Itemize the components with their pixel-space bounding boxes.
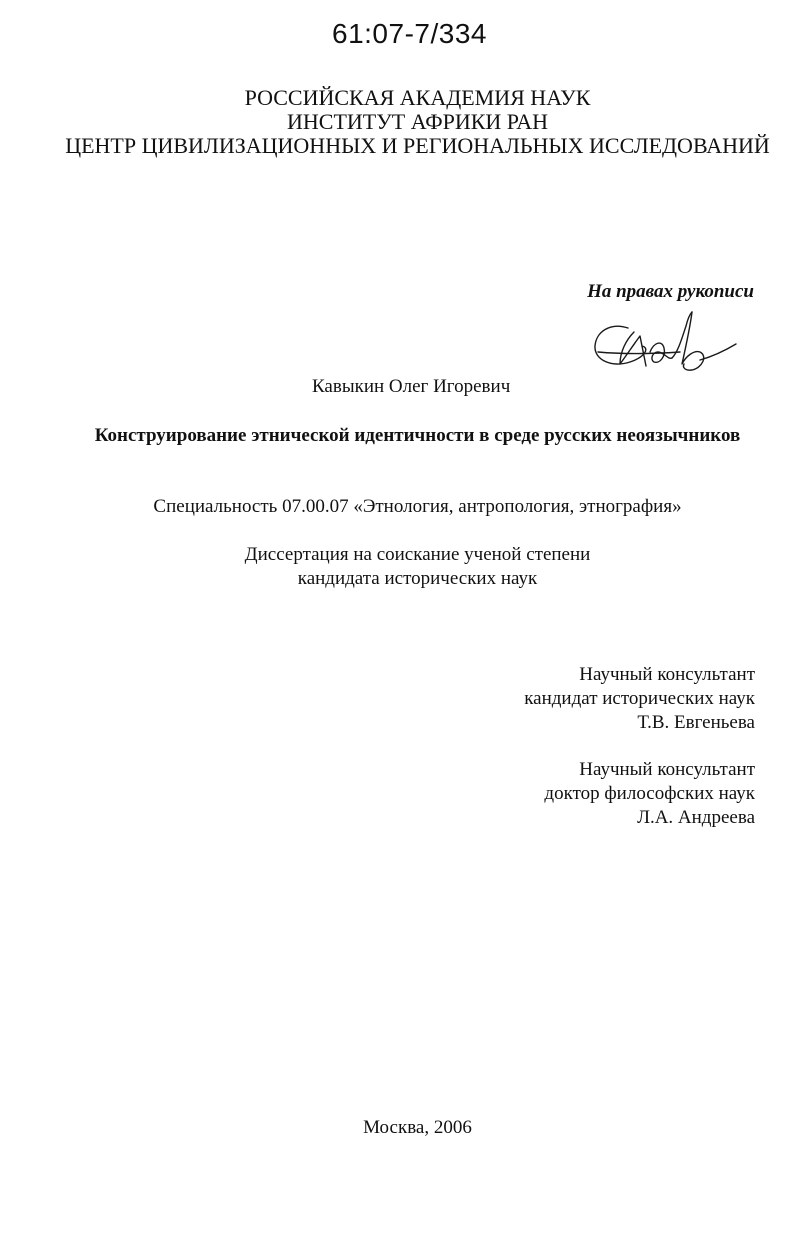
specialty-line: Специальность 07.00.07 «Этнология, антропология, этнография»: [153, 496, 682, 517]
advisor-degree: кандидат исторических наук: [524, 688, 755, 709]
manuscript-rights-note: На правах рукописи: [587, 281, 754, 302]
thesis-title: Конструирование этнической идентичности в среде русских неоязычников: [94, 425, 741, 446]
advisor-name: Л.А. Андреева: [637, 807, 755, 828]
degree-line: Диссертация на соискание ученой степени: [244, 544, 591, 565]
advisor-block: [524, 663, 755, 735]
organization-line: ЦЕНТР ЦИВИЛИЗАЦИОННЫХ И РЕГИОНАЛЬНЫХ ИССЛЕДОВАНИЙ: [65, 133, 770, 158]
advisor-role: Научный консультант: [579, 664, 755, 685]
degree-statement: [0, 543, 793, 591]
author-name: Кавыкин Олег Игоревич: [312, 376, 511, 397]
advisor-degree: доктор философских наук: [544, 783, 755, 804]
advisor-name: Т.В. Евгеньева: [637, 712, 755, 733]
city-and-year: Москва, 2006: [363, 1117, 472, 1138]
organization-header: [0, 86, 793, 158]
degree-line: кандидата исторических наук: [297, 568, 538, 589]
advisor-block: [544, 758, 755, 830]
organization-line: РОССИЙСКАЯ АКАДЕМИЯ НАУК: [244, 85, 591, 110]
advisor-role: Научный консультант: [579, 759, 755, 780]
catalog-number: 61:07-7/334: [332, 18, 487, 49]
organization-line: ИНСТИТУТ АФРИКИ РАН: [287, 109, 548, 134]
signature-icon: [590, 308, 740, 384]
